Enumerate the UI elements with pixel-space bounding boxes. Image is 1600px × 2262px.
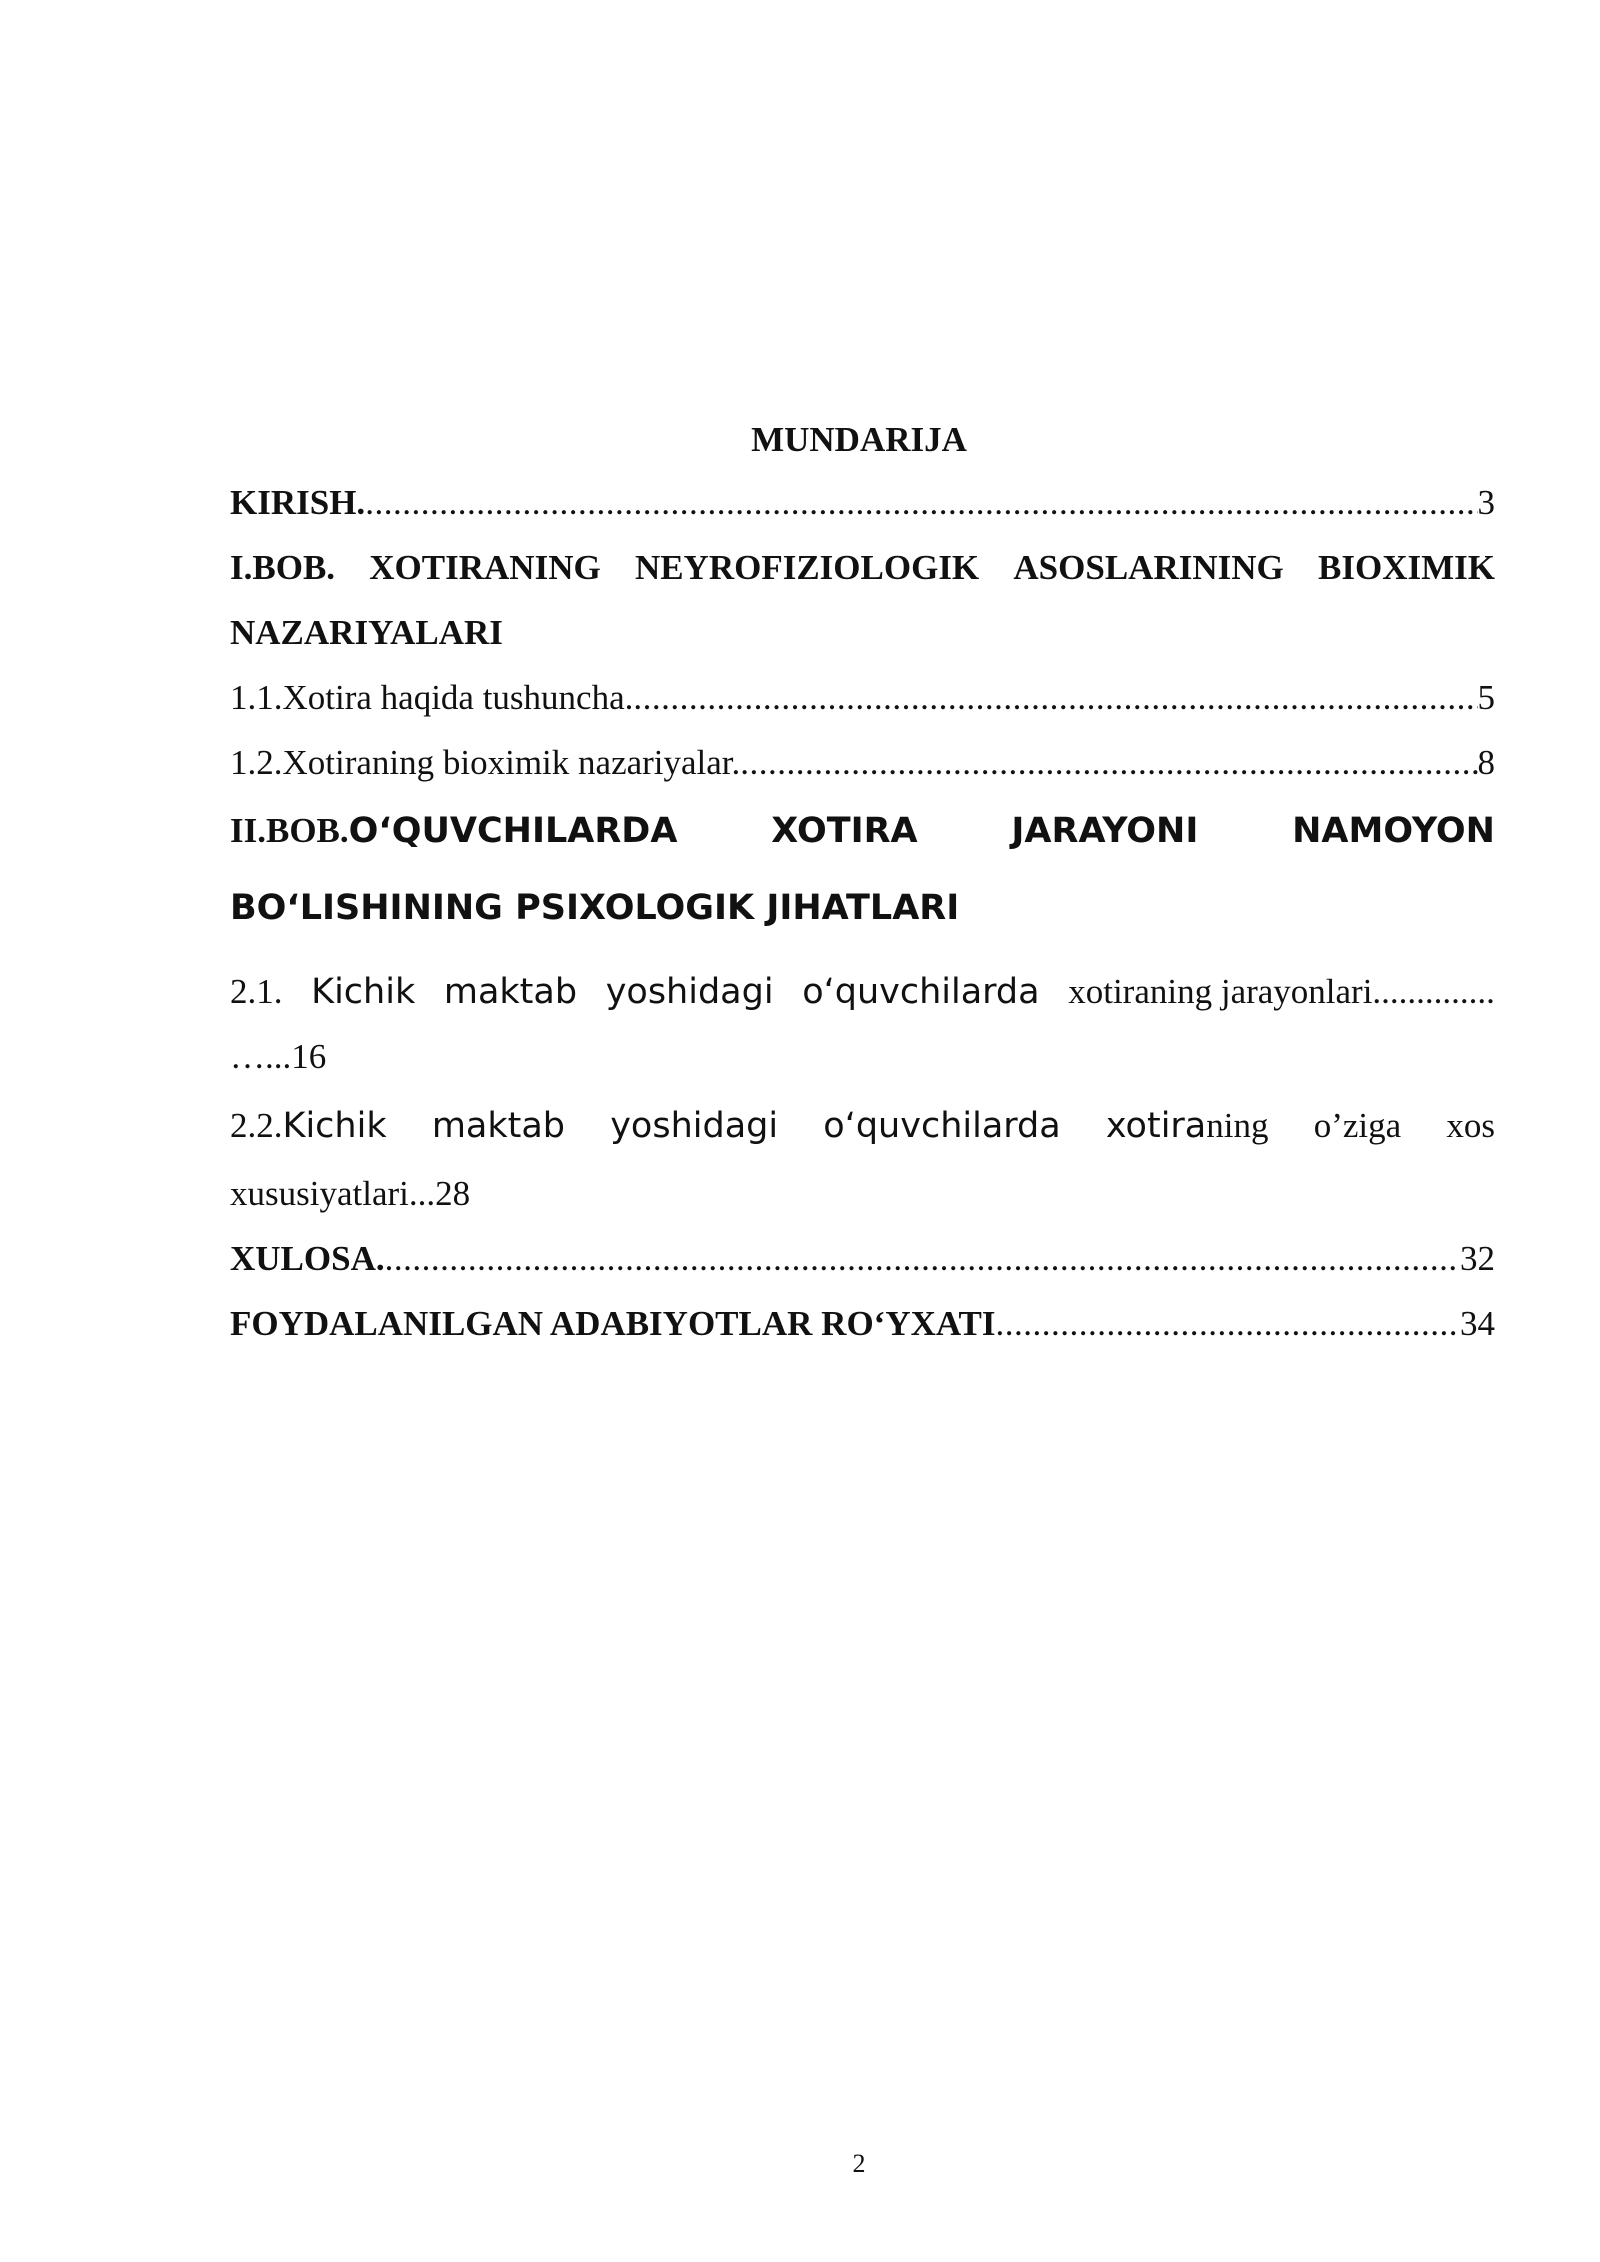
- chapter2-word: JARAYONI: [1011, 811, 1199, 851]
- s2-2-line2: xususiyatlari...28: [230, 1174, 471, 1213]
- chapter2-first: [230, 809, 677, 853]
- chapter2-prefix: II.BOB.: [230, 811, 349, 850]
- chapter2-line2: BO‘LISHINING PSIXOLOGIK JIHATLARI: [230, 888, 960, 928]
- chapter1-line2: NAZARIYALARI: [230, 613, 503, 652]
- toc-entry-2-1[interactable]: [230, 970, 1495, 1014]
- chapter1-word: NEYROFIZIOLOGIK: [634, 548, 980, 587]
- s2-2-word: xos: [1446, 1106, 1495, 1145]
- dot-leader: [996, 1302, 1460, 1346]
- chapter1-word: ASOSLARINING: [1013, 548, 1284, 587]
- toc-entry-chapter1[interactable]: [230, 546, 1495, 590]
- chapter2-word: O‘QUVCHILARDA: [348, 811, 678, 851]
- s2-2-xotiraning: [1106, 1104, 1269, 1148]
- s2-1-line2: …...16: [230, 1037, 327, 1076]
- s2-1-word: yoshidagi: [605, 972, 774, 1012]
- s2-1-tail: xotiraning jarayonlari..............: [1068, 972, 1495, 1011]
- chapter1-word: I.BOB.: [230, 548, 336, 587]
- s2-1-word: maktab: [443, 972, 578, 1012]
- s2-2-word: o‘quvchilarda: [823, 1106, 1061, 1146]
- s2-2-ning-part: ning: [1206, 1106, 1269, 1145]
- toc-entry-1-1[interactable]: [230, 676, 1495, 720]
- toc-entry-1-2[interactable]: [230, 741, 1495, 785]
- s2-2-word: o’ziga: [1313, 1106, 1402, 1145]
- s2-1-word: o‘quvchilarda: [802, 972, 1040, 1012]
- s2-2-word: Kichik: [282, 1106, 387, 1146]
- toc-entry-page: 8: [1477, 743, 1495, 782]
- dot-leader: [385, 1237, 1460, 1281]
- toc-entry-page: 3: [1477, 483, 1495, 522]
- toc-entry-2-2[interactable]: [230, 1104, 1495, 1148]
- toc-entry-label: KIRISH.: [230, 483, 366, 522]
- s2-2-first: [230, 1104, 387, 1148]
- chapter1-word: BIOXIMIK: [1318, 548, 1495, 587]
- chapter2-word: XOTIRA: [771, 811, 918, 851]
- s2-2-word: maktab: [431, 1106, 566, 1146]
- toc-entry-adabiyotlar[interactable]: [230, 1302, 1495, 1346]
- toc-entry-label: FOYDALANILGAN ADABIYOTLAR RO‘YXATI: [230, 1304, 996, 1343]
- dot-leader: [365, 481, 1477, 525]
- dot-leader: [633, 676, 1477, 720]
- toc-entry-label: 1.2.Xotiraning bioximik nazariyalar.: [230, 743, 741, 782]
- page-number: 2: [852, 2149, 866, 2178]
- toc-entry-label: 1.1.Xotira haqida tushuncha.: [230, 678, 634, 717]
- s2-1-word: Kichik: [311, 972, 416, 1012]
- toc-entry-page: 32: [1460, 1239, 1495, 1278]
- toc-entry-chapter2[interactable]: [230, 809, 1495, 853]
- s2-1-num: 2.1.: [230, 972, 283, 1011]
- toc-entry-label: XULOSA.: [230, 1239, 385, 1278]
- s2-2-num: 2.2.: [230, 1106, 283, 1145]
- toc-entry-kirish[interactable]: [230, 481, 1495, 525]
- s2-2-xotira-part: xotira: [1105, 1106, 1207, 1146]
- toc-title: MUNDARIJA: [751, 420, 967, 459]
- s2-2-word: yoshidagi: [610, 1106, 779, 1146]
- toc-entry-page: 5: [1477, 678, 1495, 717]
- toc-entry-xulosa[interactable]: [230, 1237, 1495, 1281]
- dot-leader: [740, 741, 1477, 785]
- chapter2-word: NAMOYON: [1292, 811, 1495, 851]
- toc-entry-page: 34: [1460, 1304, 1495, 1343]
- chapter1-word: XOTIRANING: [369, 548, 601, 587]
